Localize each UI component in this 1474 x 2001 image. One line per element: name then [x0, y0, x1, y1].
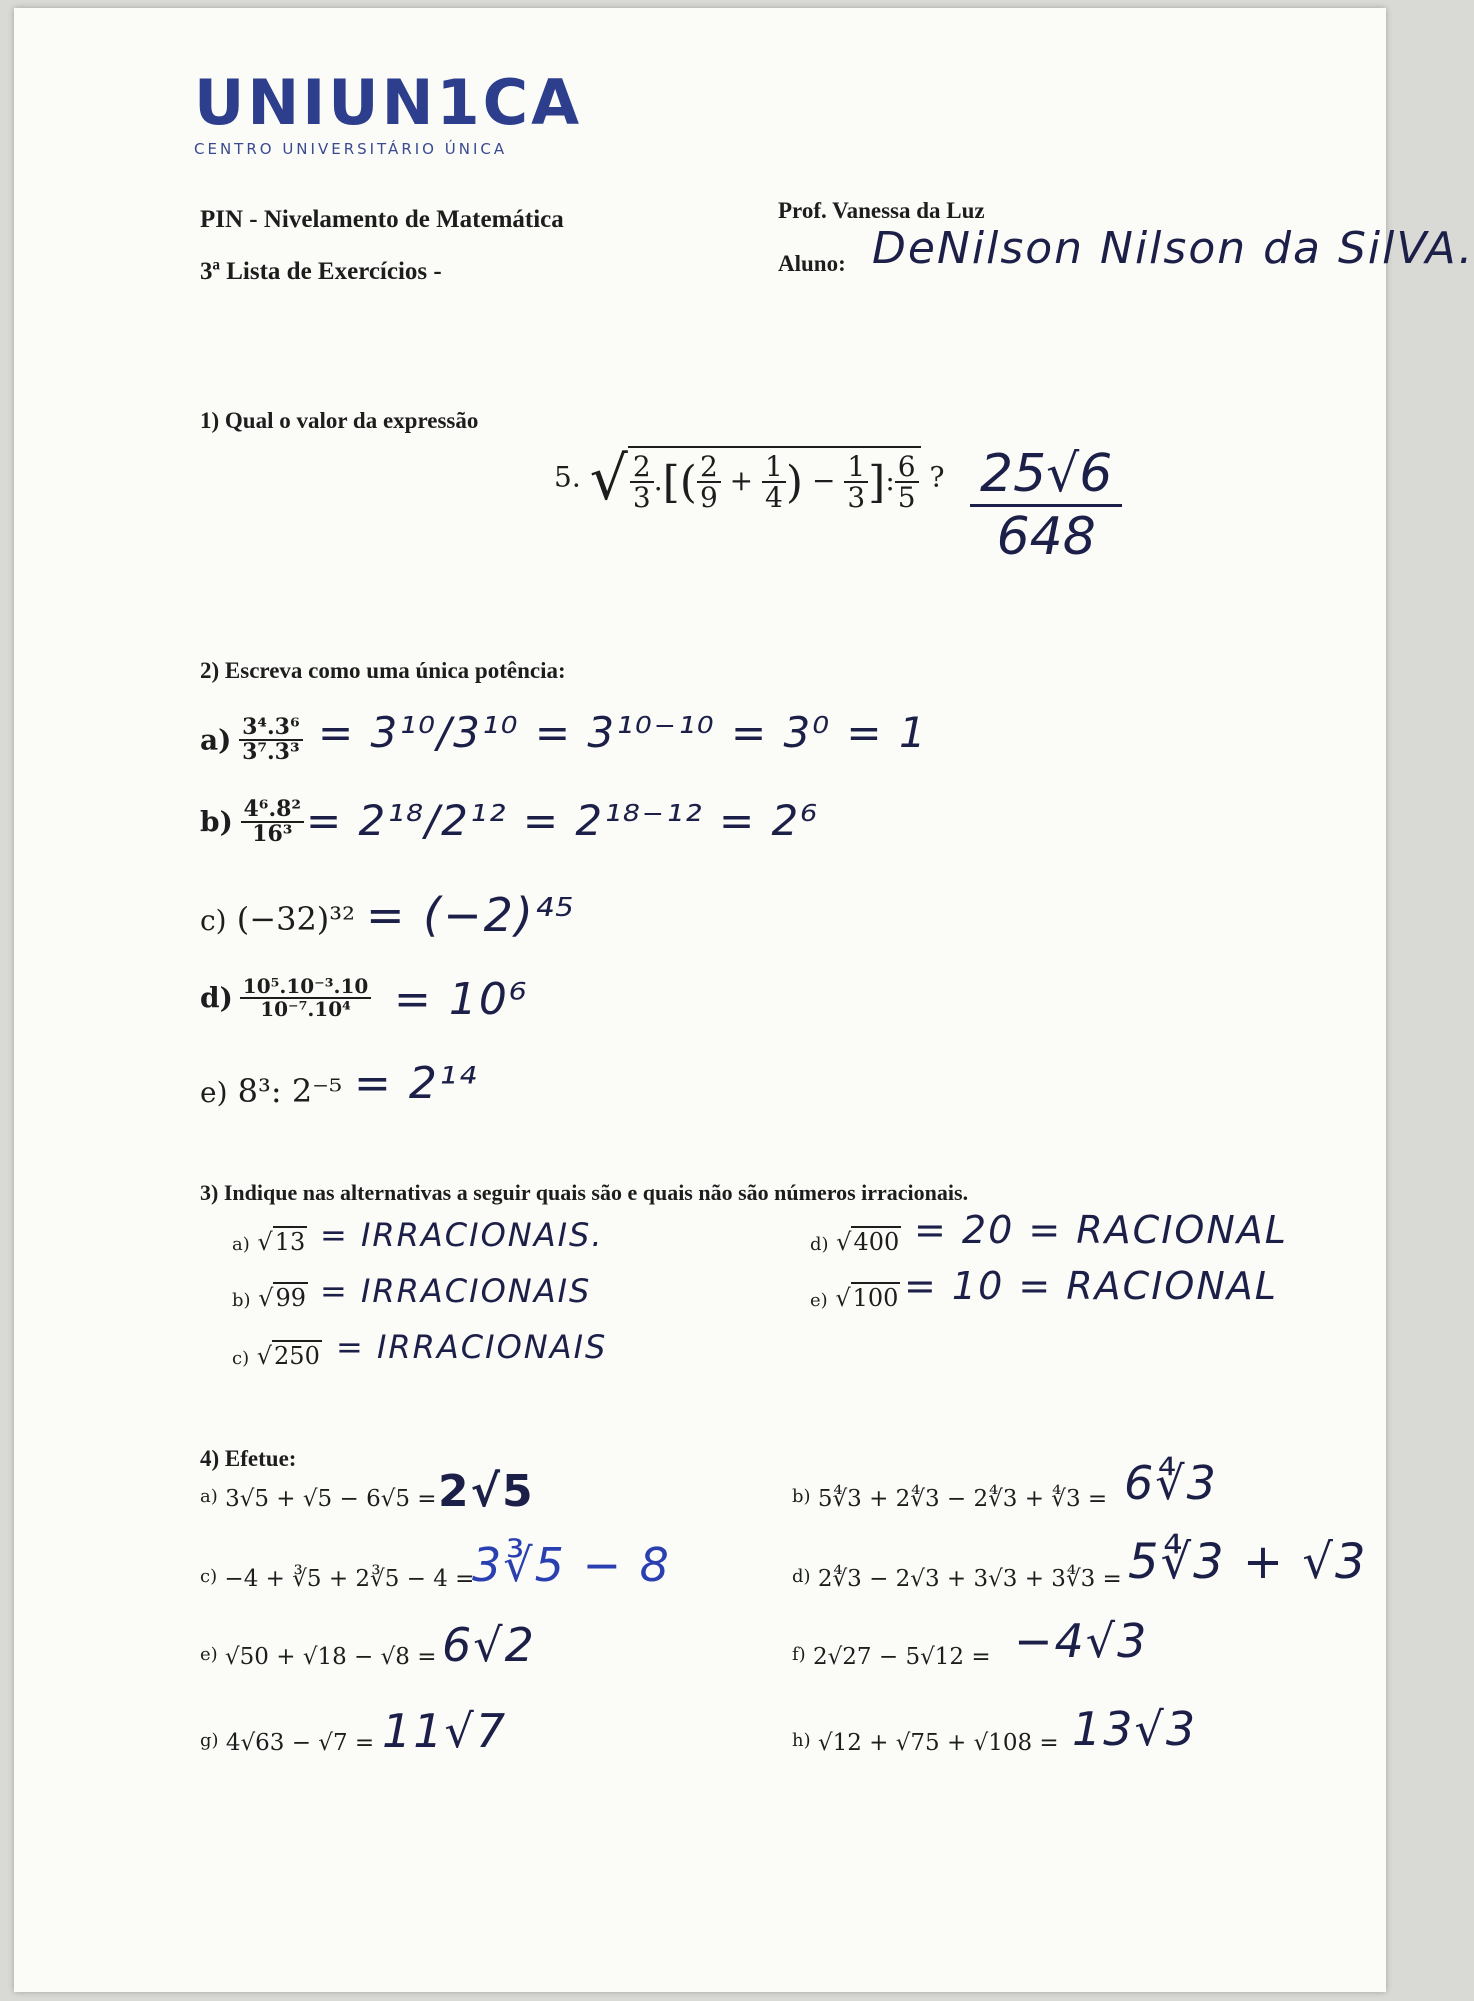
- q1-frac-2-9: $\frac{2}{9}$: [697, 452, 721, 513]
- q4-item-a: $^{a)}$ 3√5 + √5 − 6√5 =: [200, 1486, 437, 1512]
- q3-prompt: 3) Indique nas alternativas a seguir quais são e quais não são números irracionais.: [200, 1180, 969, 1205]
- q4-e-answer-handwritten: 6√2: [442, 1618, 536, 1672]
- professor-name: Prof. Vanessa da Luz: [778, 198, 985, 223]
- q1-frac-6-5: $\frac{6}{5}$: [895, 452, 919, 513]
- q4-f-answer-handwritten: −4√3: [1014, 1614, 1149, 1668]
- q4-item-b: $^{b)}$ 5∜3 + 2∜3 − 2∜3 + ∜3 =: [792, 1486, 1108, 1512]
- q1-answer-handwritten: 25√6 648: [970, 444, 1122, 567]
- q2-b-fraction: $\frac{\text{4⁶.8²}}{\text{16³}}$: [241, 798, 305, 846]
- q4-item-d: $^{d)}$ 2∜3 − 2√3 + 3√3 + 3∜3 =: [792, 1566, 1122, 1592]
- q4-item-c: $^{c)}$ −4 + ∛5 + 2∛5 − 4 =: [200, 1566, 475, 1592]
- q4-a-answer-handwritten: 2√5: [438, 1466, 535, 1517]
- q1-expression: [554, 444, 945, 514]
- q2-d-answer-handwritten: = 10⁶: [394, 974, 529, 1025]
- q4-c-answer-handwritten: 3∛5 − 8: [472, 1538, 671, 1592]
- q4-item-f: $^{f)}$ 2√27 − 5√12 =: [792, 1644, 991, 1670]
- student-name-handwritten: DeNilson Nilson da SilVA.: [872, 223, 1474, 274]
- q4-b-answer-handwritten: 6∜3: [1124, 1456, 1218, 1510]
- q3-item-c: c) √250: [232, 1342, 320, 1370]
- q2-a-answer-handwritten: = 3¹⁰/3¹⁰ = 3¹⁰⁻¹⁰ = 3⁰ = 1: [318, 708, 928, 757]
- q4-item-e: $^{e)}$ √50 + √18 − √8 =: [200, 1644, 437, 1670]
- q1-frac-1-3: $\frac{1}{3}$: [844, 452, 868, 513]
- q1-frac-2-3: $\frac{2}{3}$: [630, 452, 654, 513]
- logo-subtitle: CENTRO UNIVERSITÁRIO ÚNICA: [194, 140, 508, 158]
- q3-b-answer-handwritten: = IRRACIONAIS: [320, 1272, 592, 1310]
- q4-prompt: 4) Efetue:: [200, 1446, 297, 1471]
- q2-item-e: e) 8³: 2⁻⁵: [200, 1072, 342, 1110]
- university-logo: [194, 66, 583, 158]
- q2-c-answer-handwritten: = (−2)⁴⁵: [366, 888, 576, 942]
- q1-question-mark: ?: [929, 460, 945, 494]
- course-title: PIN - Nivelamento de Matemática: [200, 206, 564, 233]
- q1-prompt: 1) Qual o valor da expressão: [200, 408, 479, 433]
- q1-lead: 5.: [554, 460, 581, 494]
- q2-a-fraction: $\frac{\text{3⁴.3⁶}}{\text{3⁷.3³}}$: [239, 716, 303, 764]
- q1-radical-icon: √: [589, 444, 628, 514]
- q3-d-answer-handwritten: = 20 = RACIONAL: [914, 1208, 1288, 1252]
- q3-e-answer-handwritten: = 10 = RACIONAL: [904, 1264, 1278, 1308]
- q4-item-h: $^{h)}$ √12 + √75 + √108 =: [792, 1730, 1059, 1756]
- q2-item-d: d) $\frac{\text{10⁵.10⁻³.10}}{\text{10⁻⁷.10⁴}}$: [200, 976, 371, 1020]
- q4-g-answer-handwritten: 11√7: [382, 1704, 508, 1758]
- logo-wordmark: UNIUN1CA: [194, 66, 583, 139]
- q4-d-answer-handwritten: 5∜3 + √3: [1128, 1534, 1368, 1590]
- q3-item-e: e) √100: [810, 1284, 899, 1312]
- worksheet-page: [14, 8, 1474, 1992]
- q3-a-answer-handwritten: = IRRACIONAIS.: [320, 1216, 604, 1254]
- q2-prompt: 2) Escreva como uma única potência:: [200, 658, 566, 683]
- q4-h-answer-handwritten: 13√3: [1072, 1702, 1198, 1756]
- q2-item-c: c) (−32)³²: [200, 900, 355, 938]
- q1-frac-1-4: $\frac{1}{4}$: [762, 452, 786, 513]
- q3-item-a: a) √13: [232, 1228, 306, 1256]
- q2-d-fraction: $\frac{\text{10⁵.10⁻³.10}}{\text{10⁻⁷.10⁴}}$: [240, 976, 372, 1020]
- student-label: Aluno:: [778, 251, 846, 276]
- q1-radicand: $\frac{2}{3}$ .[( $\frac{2}{9}$ + $\frac{1}{4}$ ) − $\frac{1}{3}$ ]: $\frac{6}{5}$: [628, 446, 921, 513]
- q2-item-b: b) $\frac{\text{4⁶.8²}}{\text{16³}}$: [200, 798, 304, 846]
- q4-item-g: $^{g)}$ 4√63 − √7 =: [200, 1730, 375, 1756]
- q2-e-answer-handwritten: = 2¹⁴: [354, 1058, 479, 1109]
- list-title: 3ª Lista de Exercícios -: [200, 258, 442, 285]
- q3-item-d: d) √400: [810, 1228, 900, 1256]
- q2-item-a: a) $\frac{\text{3⁴.3⁶}}{\text{3⁷.3³}}$: [200, 716, 303, 764]
- q3-c-answer-handwritten: = IRRACIONAIS: [336, 1328, 608, 1366]
- q3-item-b: b) √99: [232, 1284, 307, 1312]
- q2-b-answer-handwritten: = 2¹⁸/2¹² = 2¹⁸⁻¹² = 2⁶: [306, 796, 820, 845]
